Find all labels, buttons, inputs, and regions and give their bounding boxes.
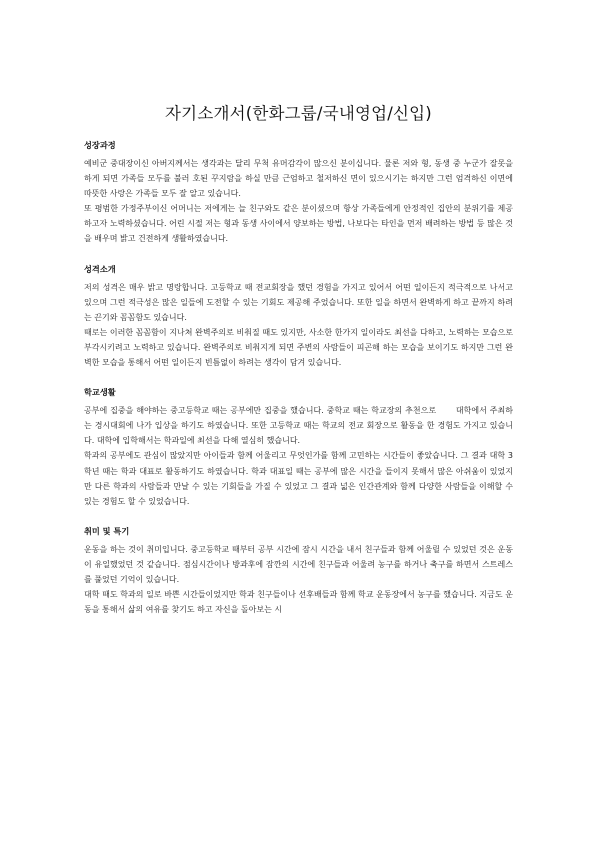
paragraph: 학과의 공부에도 관심이 많았지만 아이들과 함께 어울리고 무엇인가를 함께 고민하는 시간들이 좋았습니다. 그 결과 대학 3학년 때는 학과 대표로 활동하기도 하였습니다. 학과 대표일 때는 공부에 많은 시간을 들이지 못해서 많은 아쉬움이 있었지만 다른 학과의 사람들과 만날 수 있는 기회들을 가질 수 있었고 그 결과 넓은 인간관계와 함께 다양한 사람들을 이해할 수 있는 경험도 할 수 있었습니다. [84,451,513,506]
paragraph: 예비군 중대장이신 아버지께서는 생각과는 달리 무척 유머감각이 많으신 분이십니다. 물론 저와 형, 동생 중 누군가 잘못을 하게 되면 가족들 모두를 불러 호된 꾸지람을 하실 만큼 근엄하고 철저하신 면이 있으시기는 하지만 그런 엄격하신 이면에 따뜻한 사랑은 가족들 모두 잘 알고 있습니다. [84,159,513,199]
paragraph: 때로는 이러한 꼼꼼함이 지나쳐 완벽주의로 비춰질 때도 있지만, 사소한 한가지 일이라도 최선을 다하고, 노력하는 모습으로 부각시키려고 노력하고 있습니다. 완벽주의로 비춰지게 되면 주변의 사람들이 피곤해 하는 모습을 보이기도 하지만 그런 완벽한 모습을 통해서 어떤 일이든지 빈틈없이 하려는 생각이 담겨 있습니다. [84,327,513,368]
section-heading: 성격소개 [84,263,116,274]
paragraph: 운동을 하는 것이 취미입니다. 중고등학교 때부터 공부 시간에 잠시 시간을 내서 친구들과 함께 어울릴 수 있었던 것은 운동이 유일했었던 것 같습니다. 점심시간이나 방과후에 잠깐의 시간에 친구들과 어울려 농구를 하거나 축구를 하면서 스트레스를 풀었던 기억이 있습니다. [84,544,513,584]
section-school-life [84,387,513,509]
section-personality [84,264,513,371]
section-growth [84,140,513,247]
section-heading: 성장과정 [84,140,116,150]
paragraph: 저의 성격은 매우 밝고 명랑합니다. 고등학교 때 전교회장을 했던 경험을 가지고 있어서 어떤 일이든지 적극적으로 나서고 있으며 그런 적극성은 많은 일들에 도전할 수 있는 기회도 제공해 주었습니다. 또한 일을 하면서 완벽하게 하고 끝까지 하려는 끈기와 꼼꼼함도 있습니다. [84,282,513,322]
section-heading: 취미 및 특기 [84,525,130,536]
section-heading: 학교생활 [84,387,116,398]
section-hobbies [84,526,513,617]
paragraph: 대학 때도 학과의 일로 바쁜 시간들이었지만 학과 친구들이나 선후배들과 함께 학교 운동장에서 농구를 했습니다. 지금도 운동을 통해서 삶의 여유를 찾기도 하고 자신을 돌아보는 시 [84,590,513,615]
document-title: 자기소개서(한화그룹/국내영업/신입) [165,104,432,123]
paragraph: 또 평범한 가정주부이신 어머니는 저에게는 늘 친구와도 같은 분이셨으며 항상 가족들에게 안정적인 집안의 분위기를 제공하고자 노력하셨습니다. 어린 시절 저는 형과 동생 사이에서 양보하는 방법, 나보다는 타인을 먼저 배려하는 방법 등 많은 것을 배우며 밝고 건전하게 생활하였습니다. [84,204,513,244]
paragraph: 공부에 집중을 해야하는 중고등학교 때는 공부에만 집중을 했습니다. 중학교 때는 학교장의 추천으로 대학에서 주최하는 경시대회에 나가 입상을 하기도 하였습니다. 또한 고등학교 때는 학교의 전교 회장으로 활동을 한 경험도 가지고 있습니다. 대학에 입학해서는 학과일에 최선을 다해 열심히 했습니다. [84,406,513,446]
